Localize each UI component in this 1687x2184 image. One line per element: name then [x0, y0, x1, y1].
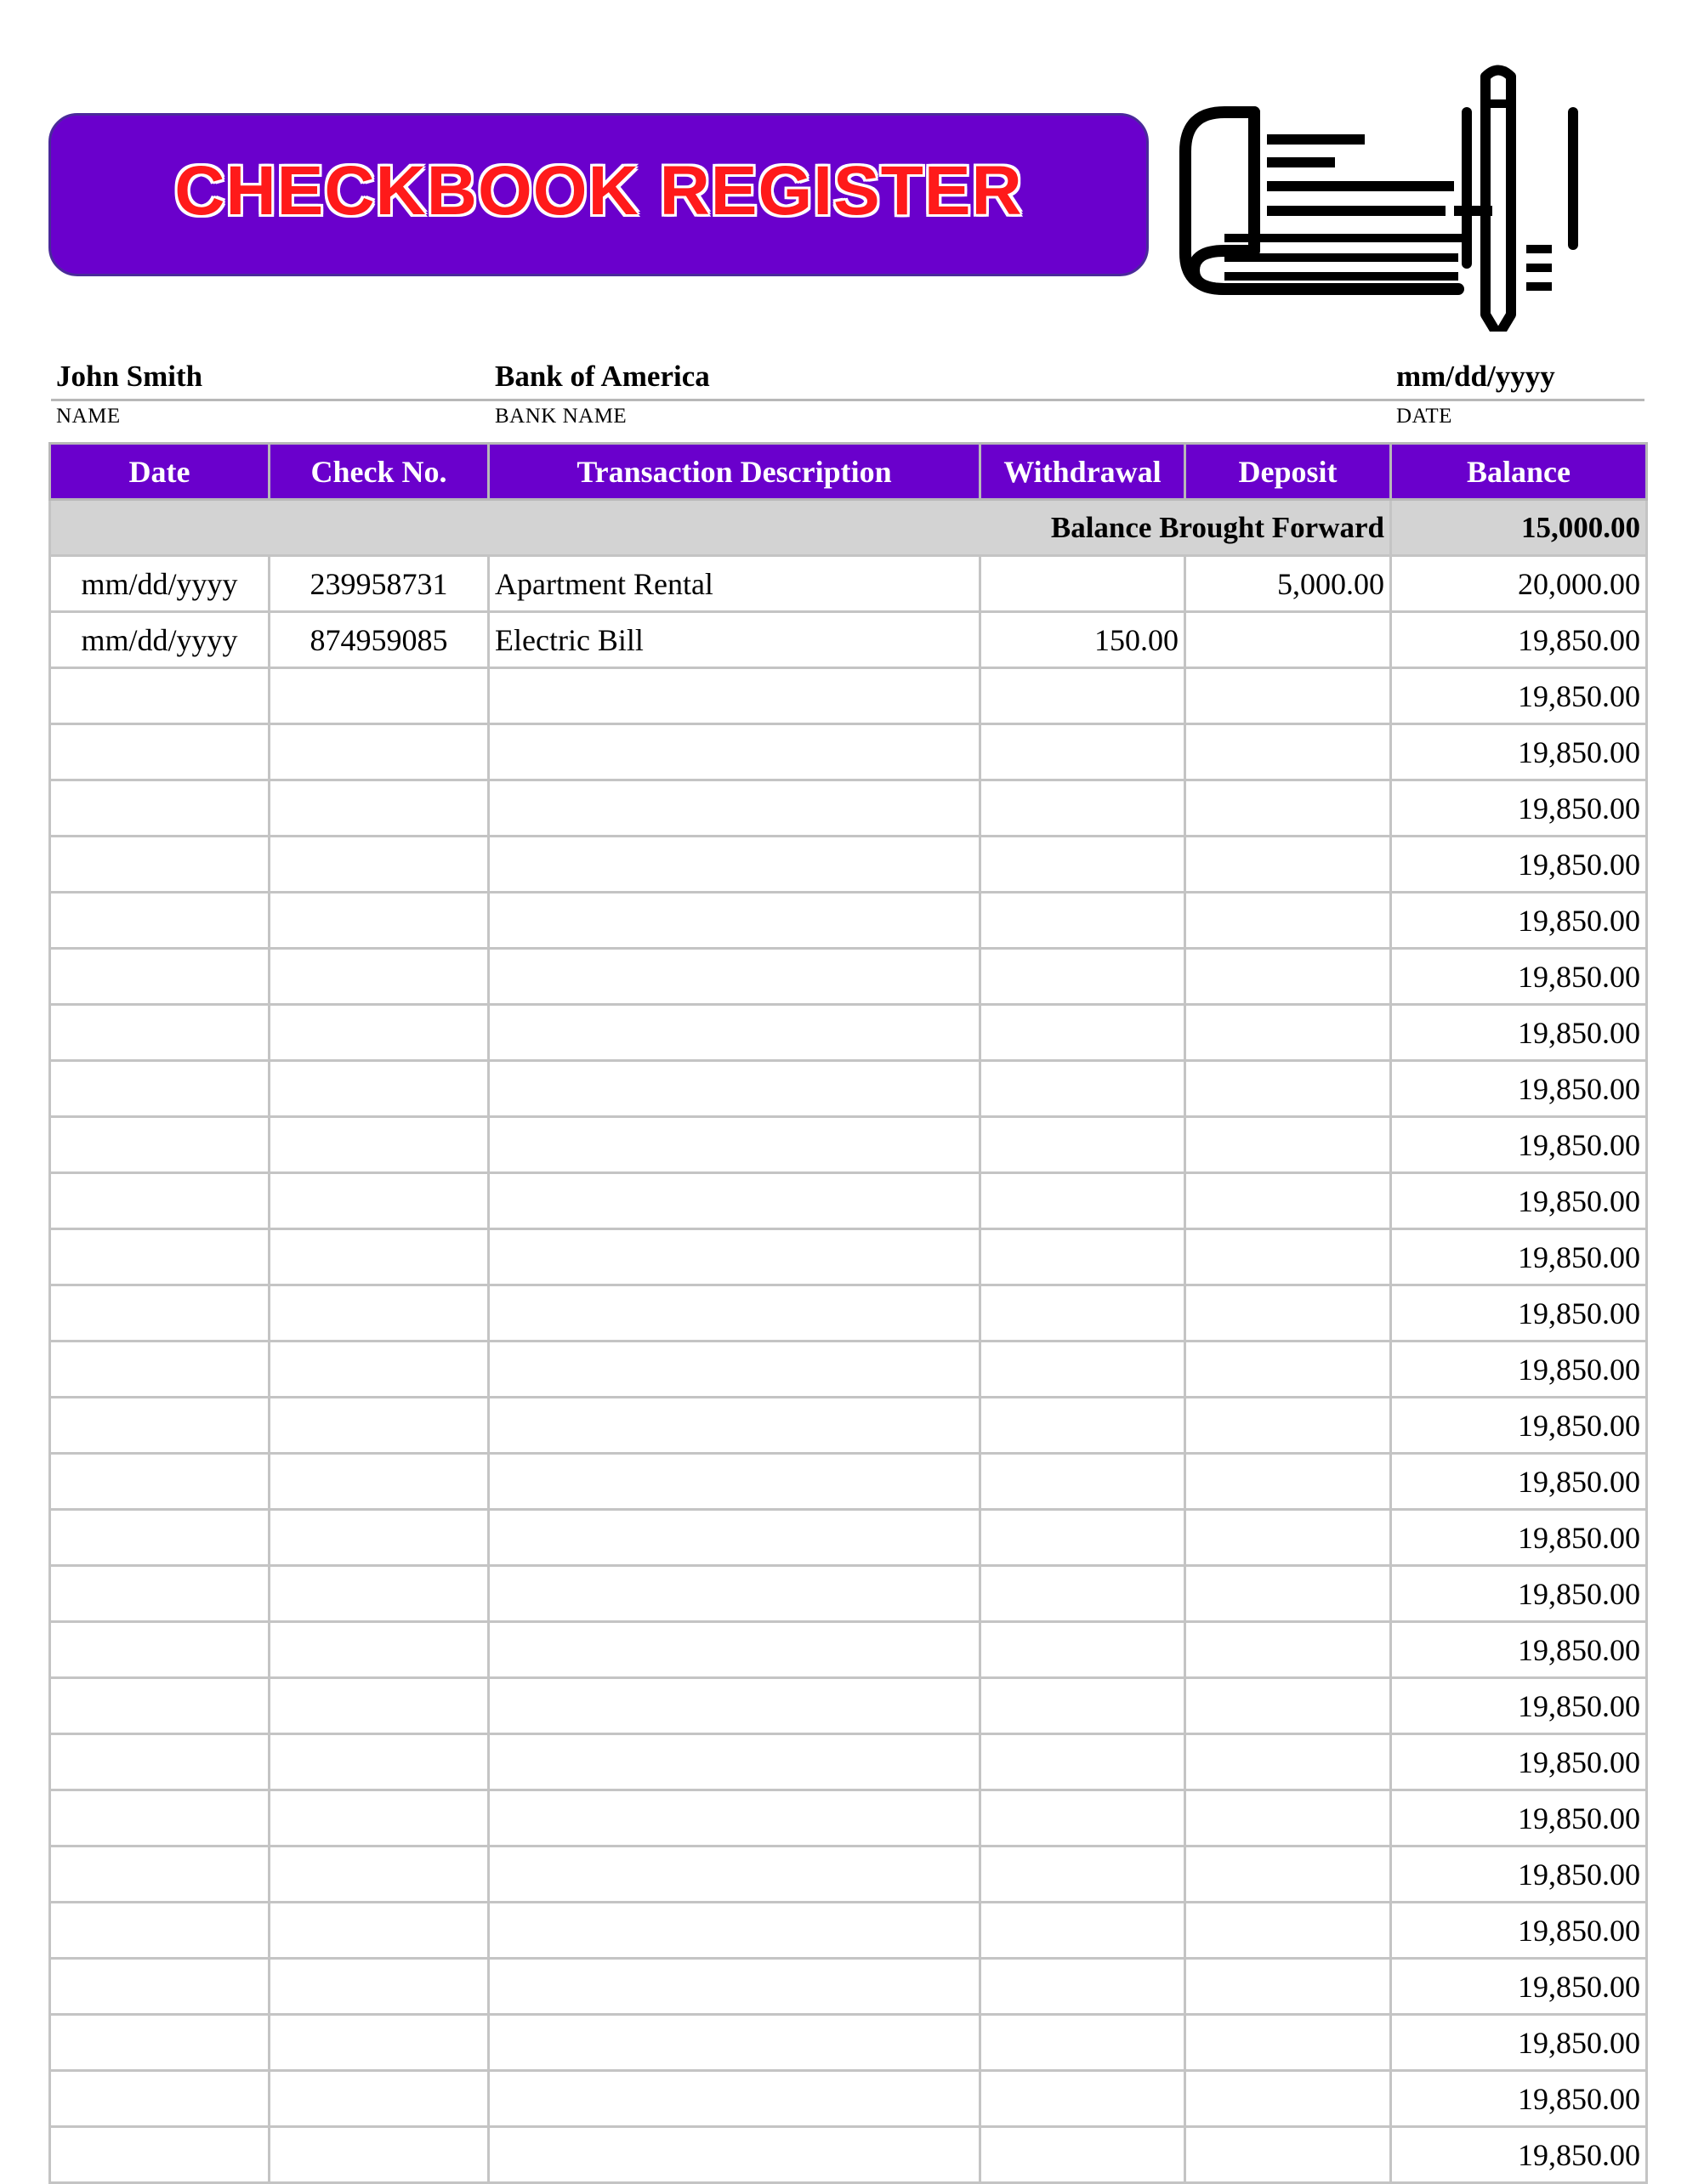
check-no-cell[interactable] [270, 837, 489, 893]
column-header-description: Transaction Description [489, 444, 980, 500]
description-cell[interactable] [489, 724, 980, 780]
description-cell[interactable]: Electric Bill [489, 612, 980, 668]
balance-brought-forward-row [50, 500, 1647, 556]
deposit-cell[interactable]: 5,000.00 [1185, 556, 1391, 612]
table-row [50, 668, 1647, 724]
table-header-row [50, 444, 1647, 500]
deposit-cell[interactable] [1185, 724, 1391, 780]
description-cell[interactable] [489, 1454, 980, 1510]
column-header-check-no: Check No. [270, 444, 489, 500]
title-banner [48, 113, 1149, 276]
description-cell[interactable] [489, 1229, 980, 1285]
date-cell[interactable] [50, 1510, 270, 1566]
table-row [50, 1510, 1647, 1566]
withdrawal-cell[interactable] [980, 1790, 1185, 1846]
withdrawal-cell[interactable] [980, 780, 1185, 837]
balance-cell[interactable]: 19,850.00 [1391, 1734, 1647, 1790]
balance-cell[interactable]: 19,850.00 [1391, 1903, 1647, 1959]
date-cell[interactable] [50, 1061, 270, 1117]
balance-cell[interactable]: 19,850.00 [1391, 1061, 1647, 1117]
check-no-cell[interactable] [270, 1622, 489, 1678]
balance-cell[interactable]: 19,850.00 [1391, 724, 1647, 780]
table-row [50, 1734, 1647, 1790]
check-no-cell[interactable] [270, 1117, 489, 1173]
withdrawal-cell[interactable] [980, 1566, 1185, 1622]
check-no-cell[interactable] [270, 2071, 489, 2127]
table-row [50, 1959, 1647, 2015]
info-row [51, 351, 1644, 401]
balance-cell[interactable]: 19,850.00 [1391, 2127, 1647, 2183]
date-cell[interactable] [50, 1117, 270, 1173]
check-no-cell[interactable] [270, 2127, 489, 2183]
check-no-cell[interactable] [270, 1005, 489, 1061]
date-field[interactable]: mm/dd/yyyy [1396, 360, 1555, 393]
date-cell[interactable] [50, 1005, 270, 1061]
withdrawal-cell[interactable] [980, 1285, 1185, 1342]
balance-cell[interactable]: 19,850.00 [1391, 1846, 1647, 1903]
deposit-cell[interactable] [1185, 1678, 1391, 1734]
balance-brought-forward-value[interactable]: 15,000.00 [1391, 500, 1647, 556]
description-cell[interactable] [489, 1510, 980, 1566]
table-row [50, 1454, 1647, 1510]
date-cell[interactable]: mm/dd/yyyy [50, 612, 270, 668]
date-cell[interactable] [50, 1903, 270, 1959]
balance-cell[interactable]: 19,850.00 [1391, 668, 1647, 724]
checkbook-pen-icon [1173, 60, 1599, 332]
bank-name-field[interactable]: Bank of America [495, 360, 710, 393]
table-row [50, 949, 1647, 1005]
table-row [50, 1117, 1647, 1173]
deposit-cell[interactable] [1185, 1622, 1391, 1678]
description-cell[interactable] [489, 1903, 980, 1959]
withdrawal-cell[interactable] [980, 893, 1185, 949]
check-no-cell[interactable] [270, 1173, 489, 1229]
balance-cell[interactable]: 19,850.00 [1391, 837, 1647, 893]
check-no-cell[interactable] [270, 1285, 489, 1342]
check-no-cell[interactable] [270, 2015, 489, 2071]
table-row [50, 724, 1647, 780]
date-cell[interactable] [50, 2015, 270, 2071]
deposit-cell[interactable] [1185, 1285, 1391, 1342]
table-row [50, 1622, 1647, 1678]
deposit-cell[interactable] [1185, 1342, 1391, 1398]
deposit-cell[interactable] [1185, 893, 1391, 949]
name-label: NAME [56, 405, 121, 428]
withdrawal-cell[interactable] [980, 1903, 1185, 1959]
balance-cell[interactable]: 19,850.00 [1391, 1510, 1647, 1566]
date-cell[interactable] [50, 1959, 270, 2015]
description-cell[interactable] [489, 837, 980, 893]
table-row [50, 1678, 1647, 1734]
column-header-balance: Balance [1391, 444, 1647, 500]
date-cell[interactable] [50, 1678, 270, 1734]
balance-cell[interactable]: 19,850.00 [1391, 1285, 1647, 1342]
check-no-cell[interactable] [270, 1790, 489, 1846]
description-cell[interactable] [489, 1285, 980, 1342]
description-cell[interactable] [489, 1846, 980, 1903]
deposit-cell[interactable] [1185, 1061, 1391, 1117]
balance-cell[interactable]: 19,850.00 [1391, 1342, 1647, 1398]
description-cell[interactable] [489, 1005, 980, 1061]
check-no-cell[interactable] [270, 1566, 489, 1622]
date-cell[interactable] [50, 780, 270, 837]
table-row [50, 837, 1647, 893]
withdrawal-cell[interactable] [980, 837, 1185, 893]
withdrawal-cell[interactable] [980, 1173, 1185, 1229]
table-row [50, 1566, 1647, 1622]
date-cell[interactable]: mm/dd/yyyy [50, 556, 270, 612]
table-row [50, 2127, 1647, 2183]
date-cell[interactable] [50, 1846, 270, 1903]
deposit-cell[interactable] [1185, 2127, 1391, 2183]
balance-cell[interactable]: 19,850.00 [1391, 1959, 1647, 2015]
deposit-cell[interactable] [1185, 2071, 1391, 2127]
deposit-cell[interactable] [1185, 1229, 1391, 1285]
description-cell[interactable] [489, 1061, 980, 1117]
balance-cell[interactable]: 19,850.00 [1391, 1229, 1647, 1285]
table-row [50, 1846, 1647, 1903]
table-row [50, 1229, 1647, 1285]
balance-cell[interactable]: 19,850.00 [1391, 1790, 1647, 1846]
check-no-cell[interactable]: 874959085 [270, 612, 489, 668]
date-cell[interactable] [50, 893, 270, 949]
balance-cell[interactable]: 19,850.00 [1391, 1678, 1647, 1734]
withdrawal-cell[interactable] [980, 1398, 1185, 1454]
withdrawal-cell[interactable] [980, 1846, 1185, 1903]
deposit-cell[interactable] [1185, 668, 1391, 724]
bank-name-label: BANK NAME [495, 405, 628, 428]
balance-cell[interactable]: 19,850.00 [1391, 1005, 1647, 1061]
withdrawal-cell[interactable] [980, 1959, 1185, 2015]
check-no-cell[interactable] [270, 1903, 489, 1959]
balance-cell[interactable]: 19,850.00 [1391, 1566, 1647, 1622]
date-cell[interactable] [50, 724, 270, 780]
date-cell[interactable] [50, 1622, 270, 1678]
balance-cell[interactable]: 19,850.00 [1391, 1622, 1647, 1678]
deposit-cell[interactable] [1185, 837, 1391, 893]
table-row [50, 893, 1647, 949]
page-title: CHECKBOOK REGISTER [174, 152, 1023, 230]
table-row [50, 780, 1647, 837]
description-cell[interactable] [489, 2127, 980, 2183]
withdrawal-cell[interactable] [980, 949, 1185, 1005]
check-no-cell[interactable] [270, 1229, 489, 1285]
date-cell[interactable] [50, 1454, 270, 1510]
withdrawal-cell[interactable] [980, 668, 1185, 724]
balance-cell[interactable]: 19,850.00 [1391, 2071, 1647, 2127]
balance-brought-forward-label: Balance Brought Forward [50, 500, 1391, 556]
check-no-cell[interactable] [270, 724, 489, 780]
withdrawal-cell[interactable]: 150.00 [980, 612, 1185, 668]
withdrawal-cell[interactable] [980, 2071, 1185, 2127]
date-cell[interactable] [50, 2127, 270, 2183]
date-cell[interactable] [50, 2071, 270, 2127]
column-header-deposit: Deposit [1185, 444, 1391, 500]
check-no-cell[interactable] [270, 949, 489, 1005]
register-table [48, 442, 1648, 2184]
table-row [50, 1173, 1647, 1229]
table-row [50, 1005, 1647, 1061]
withdrawal-cell[interactable] [980, 1229, 1185, 1285]
check-no-cell[interactable] [270, 1678, 489, 1734]
deposit-cell[interactable] [1185, 949, 1391, 1005]
check-no-cell[interactable] [270, 1398, 489, 1454]
deposit-cell[interactable] [1185, 1959, 1391, 2015]
description-cell[interactable] [489, 949, 980, 1005]
withdrawal-cell[interactable] [980, 556, 1185, 612]
balance-cell[interactable]: 19,850.00 [1391, 1454, 1647, 1510]
check-no-cell[interactable] [270, 780, 489, 837]
description-cell[interactable] [489, 1622, 980, 1678]
date-label: DATE [1396, 405, 1452, 428]
withdrawal-cell[interactable] [980, 1342, 1185, 1398]
check-no-cell[interactable] [270, 1454, 489, 1510]
withdrawal-cell[interactable] [980, 2015, 1185, 2071]
description-cell[interactable] [489, 2015, 980, 2071]
balance-cell[interactable]: 19,850.00 [1391, 612, 1647, 668]
date-cell[interactable] [50, 949, 270, 1005]
withdrawal-cell[interactable] [980, 1678, 1185, 1734]
check-no-cell[interactable] [270, 1734, 489, 1790]
balance-cell[interactable]: 19,850.00 [1391, 1173, 1647, 1229]
date-cell[interactable] [50, 1229, 270, 1285]
withdrawal-cell[interactable] [980, 1510, 1185, 1566]
description-cell[interactable] [489, 1173, 980, 1229]
description-cell[interactable] [489, 893, 980, 949]
deposit-cell[interactable] [1185, 1117, 1391, 1173]
description-cell[interactable] [489, 1678, 980, 1734]
description-cell[interactable] [489, 1734, 980, 1790]
withdrawal-cell[interactable] [980, 1117, 1185, 1173]
description-cell[interactable] [489, 2071, 980, 2127]
description-cell[interactable] [489, 668, 980, 724]
description-cell[interactable] [489, 1342, 980, 1398]
deposit-cell[interactable] [1185, 1454, 1391, 1510]
table-row [50, 2015, 1647, 2071]
deposit-cell[interactable] [1185, 1903, 1391, 1959]
description-cell[interactable] [489, 1117, 980, 1173]
deposit-cell[interactable] [1185, 1173, 1391, 1229]
column-header-date: Date [50, 444, 270, 500]
description-cell[interactable] [489, 780, 980, 837]
description-cell[interactable] [489, 1959, 980, 2015]
date-cell[interactable] [50, 1790, 270, 1846]
table-row [50, 2071, 1647, 2127]
deposit-cell[interactable] [1185, 780, 1391, 837]
date-cell[interactable] [50, 837, 270, 893]
date-cell[interactable] [50, 1173, 270, 1229]
description-cell[interactable] [489, 1790, 980, 1846]
check-no-cell[interactable] [270, 1959, 489, 2015]
deposit-cell[interactable] [1185, 1398, 1391, 1454]
deposit-cell[interactable] [1185, 1734, 1391, 1790]
deposit-cell[interactable] [1185, 1005, 1391, 1061]
description-cell[interactable] [489, 1566, 980, 1622]
balance-cell[interactable]: 19,850.00 [1391, 893, 1647, 949]
description-cell[interactable]: Apartment Rental [489, 556, 980, 612]
column-header-withdrawal: Withdrawal [980, 444, 1185, 500]
check-no-cell[interactable] [270, 1510, 489, 1566]
withdrawal-cell[interactable] [980, 1622, 1185, 1678]
check-no-cell[interactable]: 239958731 [270, 556, 489, 612]
date-cell[interactable] [50, 1342, 270, 1398]
date-cell[interactable] [50, 1398, 270, 1454]
table-row [50, 612, 1647, 668]
deposit-cell[interactable] [1185, 1846, 1391, 1903]
name-field[interactable]: John Smith [56, 360, 203, 393]
withdrawal-cell[interactable] [980, 1454, 1185, 1510]
check-no-cell[interactable] [270, 893, 489, 949]
balance-cell[interactable]: 19,850.00 [1391, 780, 1647, 837]
withdrawal-cell[interactable] [980, 2127, 1185, 2183]
date-cell[interactable] [50, 1734, 270, 1790]
date-cell[interactable] [50, 668, 270, 724]
deposit-cell[interactable] [1185, 2015, 1391, 2071]
table-row [50, 1342, 1647, 1398]
deposit-cell[interactable] [1185, 1790, 1391, 1846]
balance-cell[interactable]: 20,000.00 [1391, 556, 1647, 612]
check-no-cell[interactable] [270, 1846, 489, 1903]
description-cell[interactable] [489, 1398, 980, 1454]
check-no-cell[interactable] [270, 1061, 489, 1117]
table-row [50, 1790, 1647, 1846]
table-row [50, 1061, 1647, 1117]
table-row [50, 556, 1647, 612]
deposit-cell[interactable] [1185, 1566, 1391, 1622]
withdrawal-cell[interactable] [980, 724, 1185, 780]
withdrawal-cell[interactable] [980, 1061, 1185, 1117]
deposit-cell[interactable] [1185, 612, 1391, 668]
balance-cell[interactable]: 19,850.00 [1391, 949, 1647, 1005]
date-cell[interactable] [50, 1566, 270, 1622]
date-cell[interactable] [50, 1285, 270, 1342]
check-no-cell[interactable] [270, 668, 489, 724]
balance-cell[interactable]: 19,850.00 [1391, 1117, 1647, 1173]
deposit-cell[interactable] [1185, 1510, 1391, 1566]
table-row [50, 1398, 1647, 1454]
table-row [50, 1903, 1647, 1959]
balance-cell[interactable]: 19,850.00 [1391, 1398, 1647, 1454]
table-row [50, 1285, 1647, 1342]
withdrawal-cell[interactable] [980, 1734, 1185, 1790]
withdrawal-cell[interactable] [980, 1005, 1185, 1061]
check-no-cell[interactable] [270, 1342, 489, 1398]
balance-cell[interactable]: 19,850.00 [1391, 2015, 1647, 2071]
